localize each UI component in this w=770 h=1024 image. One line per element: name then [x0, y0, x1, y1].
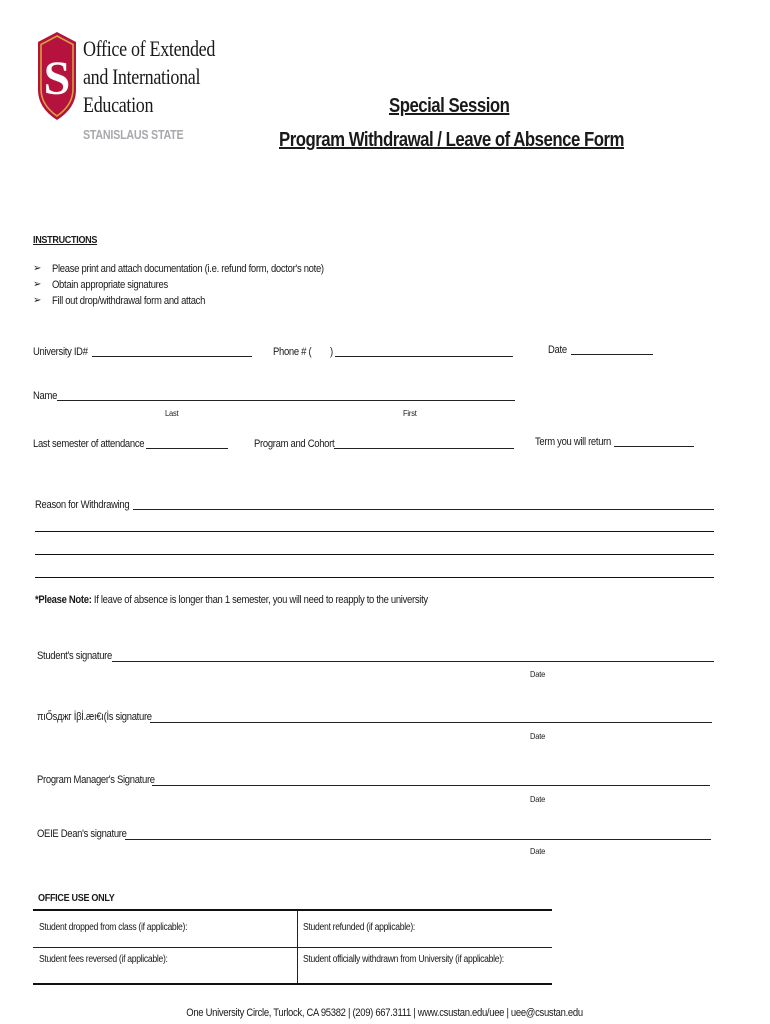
university-logo-icon — [36, 30, 78, 122]
office-use-table — [33, 909, 552, 985]
date-field[interactable] — [571, 354, 653, 355]
office-cell-fees-reversed: Student fees reversed (if applicable): — [39, 954, 168, 965]
office-cell-withdrawn: Student officially withdrawn from University (if applicable): — [303, 954, 504, 965]
term-return-field[interactable] — [614, 446, 694, 447]
student-signature-field[interactable] — [112, 661, 714, 662]
reason-label: Reason for Withdrawing — [35, 499, 130, 511]
phone-field[interactable] — [335, 356, 513, 357]
form-title-line-2: Program Withdrawal / Leave of Absence Form — [279, 129, 624, 151]
date-label: Date — [548, 344, 567, 356]
last-semester-label: Last semester of attendance — [33, 438, 145, 450]
logo-line-2: and International — [83, 64, 201, 89]
instructor-signature-field[interactable] — [150, 722, 712, 723]
instructor-signature-garbled: πıŐѕджг İβİ.æı€ı(İ — [37, 711, 109, 723]
bullet-icon: ➢ — [33, 263, 42, 274]
last-semester-field[interactable] — [146, 448, 228, 449]
bullet-icon: ➢ — [33, 279, 42, 290]
office-use-heading: OFFICE USE ONLY — [38, 892, 115, 904]
program-manager-signature-field[interactable] — [152, 785, 710, 786]
program-manager-signature-label: Program Manager's Signature — [37, 774, 155, 786]
university-id-field[interactable] — [92, 356, 252, 357]
student-signature-date-caption: Date — [530, 669, 546, 679]
logo-line-1: Office of Extended — [83, 36, 216, 61]
footer-contact-text: One University Circle, Turlock, CA 95382 | (209) 667.3111 | www.csustan.edu/uee | uee@csustan.edu — [186, 1007, 584, 1019]
name-first-caption: First — [403, 408, 417, 418]
name-label: Name — [33, 390, 58, 402]
please-note-bold: *Please Note: — [35, 594, 92, 606]
instructor-signature-suffix: s signature — [108, 711, 152, 723]
dean-signature-field[interactable] — [125, 839, 711, 840]
footer — [0, 1003, 770, 1021]
please-note-text: If leave of absence is longer than 1 semester, you will need to reapply to the university — [91, 594, 428, 606]
dean-signature-date-caption: Date — [530, 846, 546, 856]
program-cohort-label: Program and Cohort — [254, 438, 335, 450]
office-cell-dropped: Student dropped from class (if applicable): — [39, 922, 188, 933]
logo-initial: S — [43, 52, 71, 105]
reason-field-line-3[interactable] — [35, 554, 714, 555]
instruction-item: Obtain appropriate signatures — [52, 279, 168, 291]
logo-line-3: Education — [83, 92, 154, 117]
table-cell — [297, 955, 552, 991]
instruction-item: Fill out drop/withdrawal form and attach — [52, 295, 206, 307]
bullet-icon: ➢ — [33, 295, 42, 306]
dean-signature-label: OEIE Dean's signature — [37, 828, 127, 840]
phone-paren: ) — [330, 346, 333, 358]
instructor-signature-label — [37, 712, 152, 723]
reason-field-line-1[interactable] — [133, 509, 714, 510]
program-manager-signature-date-caption: Date — [530, 794, 546, 804]
student-signature-label: Student's signature — [37, 650, 112, 662]
logo-subtitle: STANISLAUS STATE — [83, 128, 184, 142]
please-note — [35, 595, 428, 606]
form-title-line-1: Special Session — [389, 95, 510, 117]
program-cohort-field[interactable] — [334, 448, 514, 449]
table-cell — [33, 955, 297, 991]
university-id-label: University ID# — [33, 346, 88, 358]
instructions-heading: INSTRUCTIONS — [33, 234, 98, 246]
instruction-item: Please print and attach documentation (i.e. refund form, doctor's note) — [52, 263, 324, 275]
name-last-caption: Last — [165, 408, 179, 418]
instructor-signature-date-caption: Date — [530, 731, 546, 741]
reason-field-line-2[interactable] — [35, 531, 714, 532]
term-return-label: Term you will return — [535, 436, 611, 448]
reason-field-line-4[interactable] — [35, 577, 714, 578]
name-field[interactable] — [57, 400, 515, 401]
office-cell-refunded: Student refunded (if applicable): — [303, 922, 415, 933]
phone-label: Phone # ( — [273, 346, 312, 358]
